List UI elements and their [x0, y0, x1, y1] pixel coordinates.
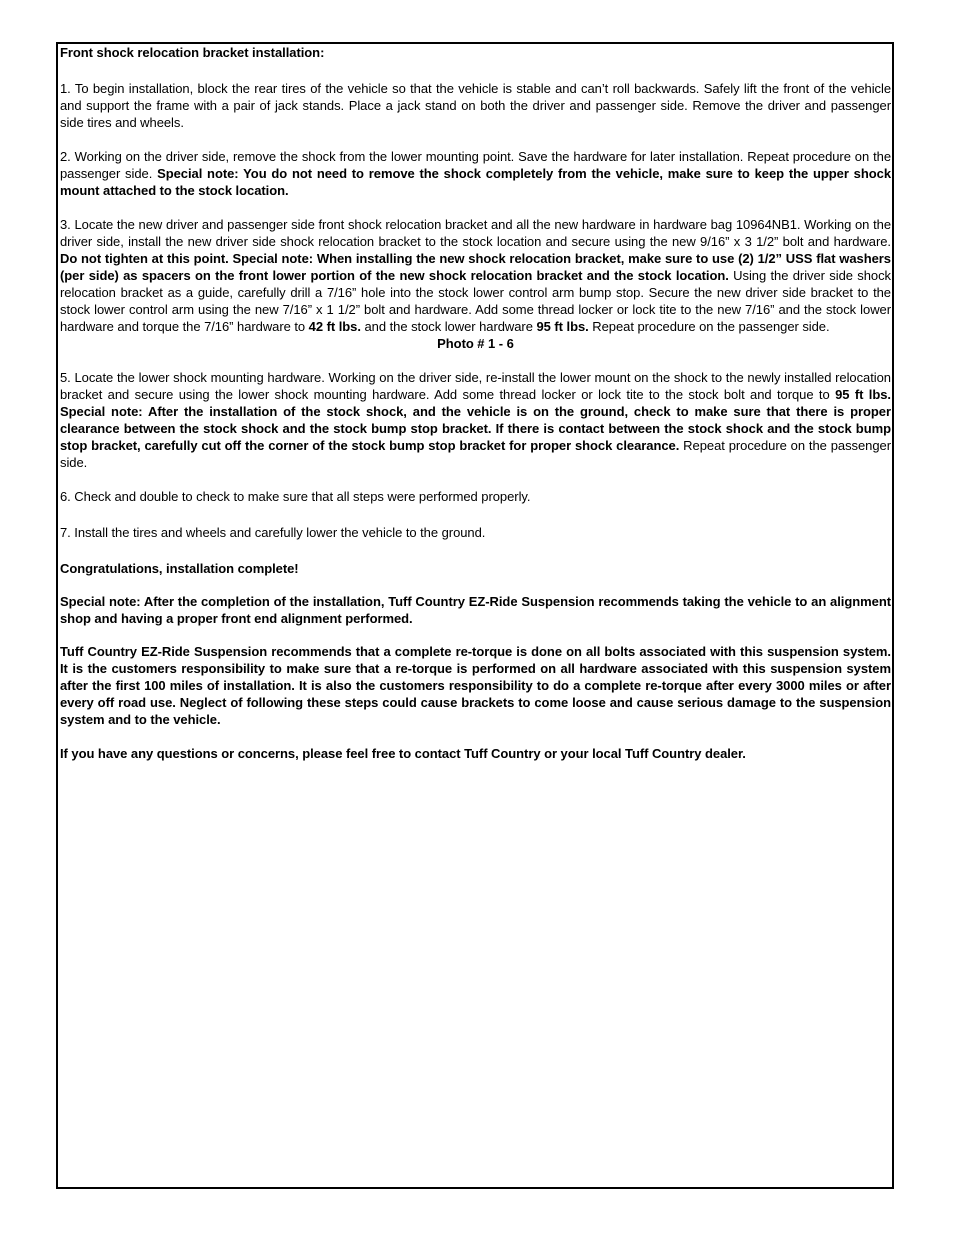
step-3-torque-stock: 95 ft lbs.	[536, 319, 589, 334]
contact-note: If you have any questions or concerns, please feel free to contact Tuff Country or your local Tuff Country dealer.	[60, 746, 746, 761]
step-3-drill-text: Using the driver side shock relocation bracket as a guide, carefully drill a 7/16” hole into the stock lower control arm bump stop. Secure the new driver side bracket to the stock lower control arm using the new 7/16” x 1 1/2” bolt and hardware. Add some thread locker or lock tite to the new 7/16” and the stock lower hardware and torque the 7/16” hardware to	[60, 268, 891, 334]
step-3	[60, 216, 891, 335]
step-6: 6. Check and double to check to make sure that all steps were performed properly.	[60, 489, 531, 504]
congratulations: Congratulations, installation complete!	[60, 561, 299, 576]
instruction-content	[60, 44, 891, 762]
step-3-special-note: Do not tighten at this point. Special note: When installing the new shock relocation bracket, make sure to use (2) 1/2” USS flat washers (per side) as spacers on the front lower portion of the new shock relocation bracket and the stock location.	[60, 251, 891, 283]
step-3-repeat: Repeat procedure on the passenger side.	[588, 319, 830, 334]
step-3-text: 3. Locate the new driver and passenger side front shock relocation bracket and all the new hardware in hardware bag 10964NB1. Working on the driver side, install the new driver side shock relocation bracket to the stock location and secure using the new 9/16” x 3 1/2” bolt and hardware.	[60, 217, 891, 249]
step-5	[60, 369, 891, 471]
alignment-note: Special note: After the completion of the installation, Tuff Country EZ-Ride Suspension recommends taking the vehicle to an alignment shop and having a proper front end alignment performed.	[60, 594, 891, 626]
step-3-torque-7-16: 42 ft lbs.	[308, 319, 361, 334]
photo-reference: Photo # 1 - 6	[437, 336, 514, 351]
retorque-note: Tuff Country EZ-Ride Suspension recommends that a complete re-torque is done on all bolts associated with this suspension system. It is the customers responsibility to make sure that a re-torque is performed on all hardware associated with this suspension system after the first 100 miles of installation. It is also the customers responsibility to do a complete re-torque after every 3000 miles or after every off road use. Neglect of following these steps could cause brackets to come loose and cause serious damage to the suspension system and to the vehicle.	[60, 644, 891, 727]
instruction-frame	[56, 42, 894, 1189]
section-title: Front shock relocation bracket installation:	[60, 45, 325, 60]
step-2	[60, 148, 891, 199]
step-1: 1. To begin installation, block the rear tires of the vehicle so that the vehicle is stable and can’t roll backwards. Safely lift the front of the vehicle and support the frame with a pair of jack stands. Place a jack stand on both the driver and passenger side. Remove the driver and passenger side tires and wheels.	[60, 81, 891, 130]
step-7: 7. Install the tires and wheels and carefully lower the vehicle to the ground.	[60, 525, 486, 540]
step-5-repeat: Repeat procedure on the passenger side.	[60, 438, 891, 470]
step-2-special-note: Special note: You do not need to remove the shock completely from the vehicle, make sure to keep the upper shock mount attached to the stock location.	[60, 166, 891, 198]
step-5-special-note: 95 ft lbs. Special note: After the installation of the stock shock, and the vehicle is on the ground, check to make sure that there is proper clearance between the stock shock and the stock bump stop bracket. If there is contact between the stock shock and the stock bump stop bracket, carefully cut off the corner of the stock bump stop bracket for proper shock clearance.	[60, 387, 891, 453]
step-2-text: 2. Working on the driver side, remove the shock from the lower mounting point. Save the hardware for later installation. Repeat procedure on the passenger side.	[60, 149, 891, 181]
step-3-stock-text: and the stock lower hardware	[360, 319, 537, 334]
step-5-text: 5. Locate the lower shock mounting hardware. Working on the driver side, re-install the lower mount on the shock to the newly installed relocation bracket and secure using the lower shock mounting hardware. Add some thread locker or lock tite to the stock bolt and torque to	[60, 370, 891, 402]
